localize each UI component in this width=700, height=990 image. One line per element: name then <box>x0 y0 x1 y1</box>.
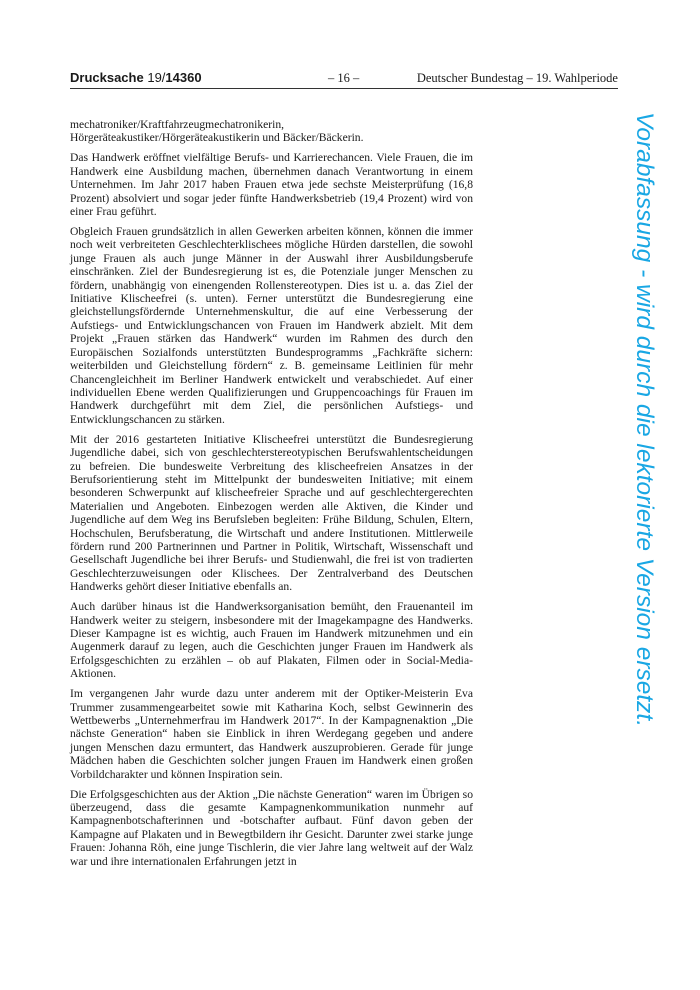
paragraph: Im vergangenen Jahr wurde dazu unter anderem mit der Optiker-Meisterin Eva Trummer zusammengearbeitet sowie mit Katharina Koch, selbst Gewinnerin des Wettbewerbs „Unternehmerfrau im Handwerk 2017“. In der Kampagnenaktion „Die nächste Generation“ haben sie Einblick in ihren Werdegang gegeben und andere jungen Menschen dazu ermuntert, das Handwerk auszuprobieren. Gerade für junge Mädchen haben die Geschichten solcher jungen Frauen im Handwerk einen großen Vorbildcharakter und können Inspiration sein. <box>70 687 473 781</box>
page-number: – 16 – <box>328 71 360 85</box>
doc-number: 14360 <box>165 70 202 85</box>
paragraph: Auch darüber hinaus ist die Handwerksorganisation bemüht, den Frauenanteil im Handwerk weiter zu steigern, insbesondere mit der Imagekampagne des Handwerks. Dieser Kampagne ist es wichtig, auch Frauen im Handwerk mitzunehmen und ein Augenmerk darauf zu legen, auch die Geschichten junger Frauen im Handwerk als Erfolgsgeschichten zu erzählen – ob auf Plakaten, Filmen oder in Social-Media-Aktionen. <box>70 600 473 681</box>
page-header <box>70 69 618 87</box>
paragraph: Mit der 2016 gestarteten Initiative Klischeefrei unterstützt die Bundesregierung Jugendliche dabei, sich von geschlechterstereotypischen Berufswahlentscheidungen zu befreien. Die bundesweite Verbreitung des klischeefreien Ansatzes in der Berufsorientierung steht im Mittelpunkt der bundesweiten Initiative; mit einem besonderen Schwerpunkt auf klischeefreier Sprache und auf geschlechtergerechten Materialien und Angeboten. Einbezogen werden alle Aktiven, die Kinder und Jugendliche auf dem Weg ins Berufsleben begleiten: Frühe Bildung, Schulen, Eltern, Hochschulen, Berufsberatung, die Wirtschaft und andere Institutionen. Mittlerweile fördern rund 200 Partnerinnen und Partner in Politik, Wirtschaft, Wissenschaft und Gesellschaft Jugendliche bei ihrer Berufs- und Studienwahl, die frei ist von tradierten Geschlechterzuweisungen oder Klischees. Der Zentralverband des Deutschen Handwerks gehört dieser Initiative ebenfalls an. <box>70 432 473 594</box>
doc-number-prefix: 19/ <box>147 70 166 85</box>
doc-label: Drucksache <box>70 70 144 85</box>
document-number <box>70 69 202 87</box>
body-text <box>70 118 473 875</box>
paragraph: Die Erfolgsgeschichten aus der Aktion „Die nächste Generation“ waren im Übrigen so überzeugend, dass die gesamte Kampagnenkommunikation nunmehr auf Kampagnenbotschafterinnen und -botschafter aufbaut. Fünf davon geben der Kampagne auf Plakaten und in Bewegtbildern ihr Gesicht. Darunter zwei starke junge Frauen: Johanna Röh, eine junge Tischlerin, die vier Jahre lang weltweit auf der Walz war und ihre internationalen Erfahrungen jetzt in <box>70 787 473 868</box>
paragraph: mechatroniker/Kraftfahrzeugmechatronikerin, Hörgeräteakustiker/Hörgeräteakustikerin und Bäcker/Bäckerin. <box>70 118 364 145</box>
draft-watermark: Vorabfassung - wird durch die lektorierte Version ersetzt. <box>631 112 658 728</box>
header-rule <box>70 88 618 89</box>
institution-label: Deutscher Bundestag – 19. Wahlperiode <box>416 71 618 85</box>
paragraph: Obgleich Frauen grundsätzlich in allen Gewerken arbeiten können, können die immer noch weit verbreiteten Geschlechterklischees mögliche Hürden darstellen, die sowohl junge Frauen als auch junge Männer in der Auswahl ihrer Ausbildungsberufe einschränken. Ziel der Bundesregierung ist es, die Potenziale junger Menschen zu fördern, unabhängig von einengenden Rollenstereotypen. Dies ist u. a. das Ziel der Initiative Klischeefrei (s. unten). Ferner unterstützt die Bundesregierung eine gleichstellungsfördernde Unternehmenskultur, die auf eine Verbesserung der Aufstiegs- und Entwicklungschancen von Frauen im Handwerk abzielt. Mit dem Projekt „Frauen stärken das Handwerk“ wurden im Rahmen des durch den Europäischen Sozialfonds unterstützten Bundesprogramms „Fachkräfte sichern: weiterbilden und Gleichstellung fördern“ z. B. gemeinsame Leitlinien für mehr Chancengleichheit im Berliner Handwerk entwickelt und verabschiedet. Auf einer individuellen Ebene werden Qualifizierungen und Gruppencoachings für Frauen im Handwerk durchgeführt mit dem Ziel, die persönlichen Aufstiegs- und Entwicklungschancen zu stärken. <box>70 225 473 426</box>
paragraph: Das Handwerk eröffnet vielfältige Berufs- und Karrierechancen. Viele Frauen, die im Handwerk eine Ausbildung machen, übernehmen danach Verantwortung in einem Unternehmen. Im Jahr 2017 haben Frauen etwa jede sechste Meisterprüfung (16,8 Prozent) absolviert und sogar jeder fünfte Handwerksbetrieb (19,4 Prozent) wird von einer Frau geführt. <box>70 151 473 219</box>
